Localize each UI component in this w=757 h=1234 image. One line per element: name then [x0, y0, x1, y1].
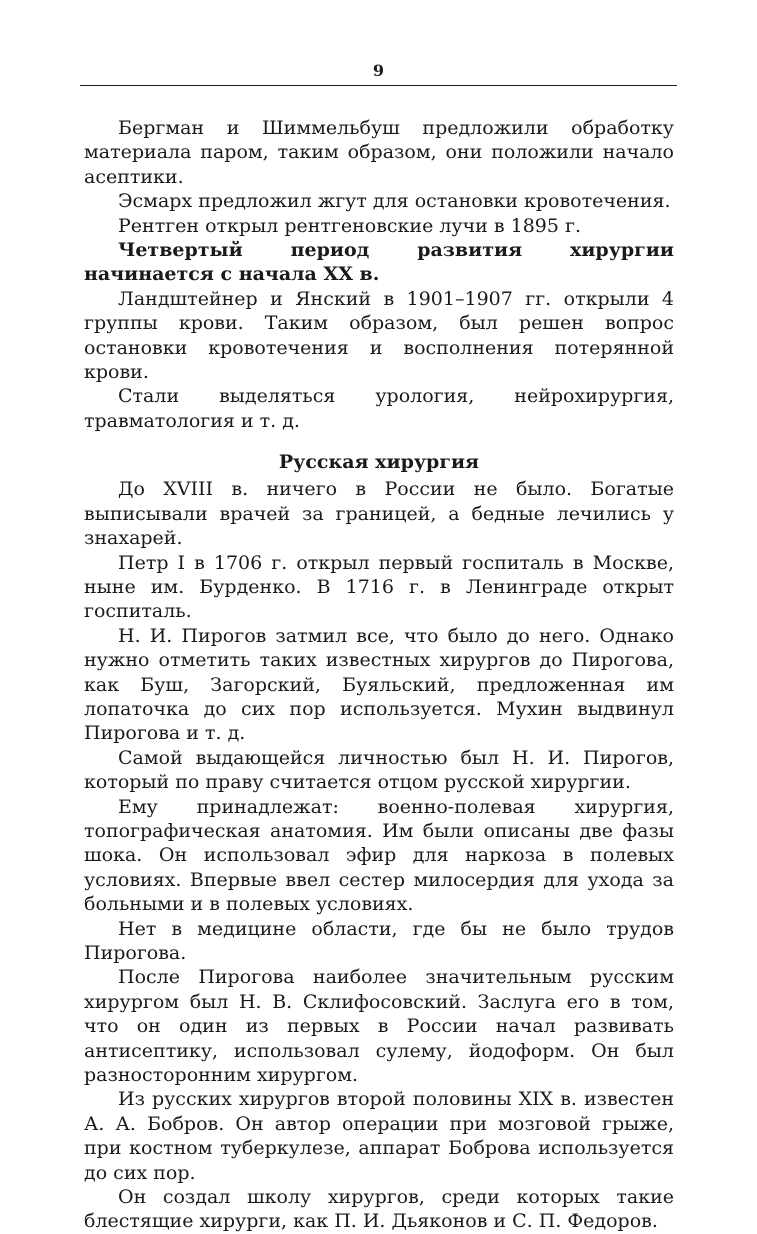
paragraph-sklifosovsky: После Пирогова наиболее значительным русским хирургом был Н. В. Склифосовский. Заслуга его в том, что он один из первых в России начал развивать антисептику, использовал сулему, йодоформ. Он был разносторонним хирургом. [84, 966, 674, 1087]
page-body [84, 116, 674, 1234]
paragraph-roentgen: Рентген открыл рентгеновские лучи в 1895 г. [118, 214, 582, 237]
paragraph-specialties: Стали выделяться урология, нейрохирургия, травматология и т. д. [84, 385, 674, 432]
paragraph-xviii-century: До XVIII в. ничего в России не было. Богатые выписывали врачей за границей, а бедные лечились у знахарей. [84, 478, 674, 550]
paragraph-pirogov-achievements: Ему принадлежат: военно-полевая хирургия, топографическая анатомия. Им были описаны две фазы шока. Он использовал эфир для наркоза в полевых условиях. Впервые ввел сестер милосердия для ухода за больными и в полевых условиях. [84, 795, 674, 916]
paragraph-pirogov-father: Самой выдающейся личностью был Н. И. Пирогов, который по праву считается отцом русской хирургии. [84, 746, 674, 794]
paragraph-bergman: Бергман и Шиммельбуш предложили обработку материала паром, таким образом, они положили начало асептики. [84, 117, 674, 188]
paragraph-bobrov-school: Он создал школу хирургов, среди которых такие блестящие хирурги, как П. И. Дьяконов и С. П. Федоров. [84, 1186, 674, 1233]
section-heading: Русская хирургия [278, 451, 480, 474]
paragraph-blood-groups: Ландштейнер и Янский в 1901–1907 гг. открыли 4 группы крови. Таким образом, был решен вопрос остановки кровотечения и восполнения потерянной крови. [84, 287, 674, 384]
paragraph-pirogov-works: Нет в медицине области, где бы не было трудов Пирогова. [84, 917, 674, 964]
paragraph-fourth-period: Четвертый период развития хирургии начинается с начала XX в. [84, 239, 674, 286]
paragraph-bobrov: Из русских хирургов второй половины XIX в. известен А. А. Бобров. Он автор операции при мозговой грыже, при костном туберкулезе, аппарат Боброва используется до сих пор. [84, 1088, 674, 1184]
paragraph-esmarch: Эсмарх предложил жгут для остановки кровотечения. [118, 190, 671, 213]
header-rule [80, 85, 677, 86]
paragraph-peter-hospital: Петр I в 1706 г. открыл первый госпиталь в Москве, ныне им. Бурденко. В 1716 г. в Ленинграде открыт госпиталь. [84, 551, 674, 623]
paragraph-pirogov-predecessors: Н. И. Пирогов затмил все, что было до него. Однако нужно отметить таких известных хирургов до Пирогова, как Буш, Загорский, Буяльский, предложенная им лопаточка до сих пор используется. Мухин выдвинул Пирогова и т. д. [84, 624, 674, 745]
page-number: 9 [372, 61, 385, 80]
